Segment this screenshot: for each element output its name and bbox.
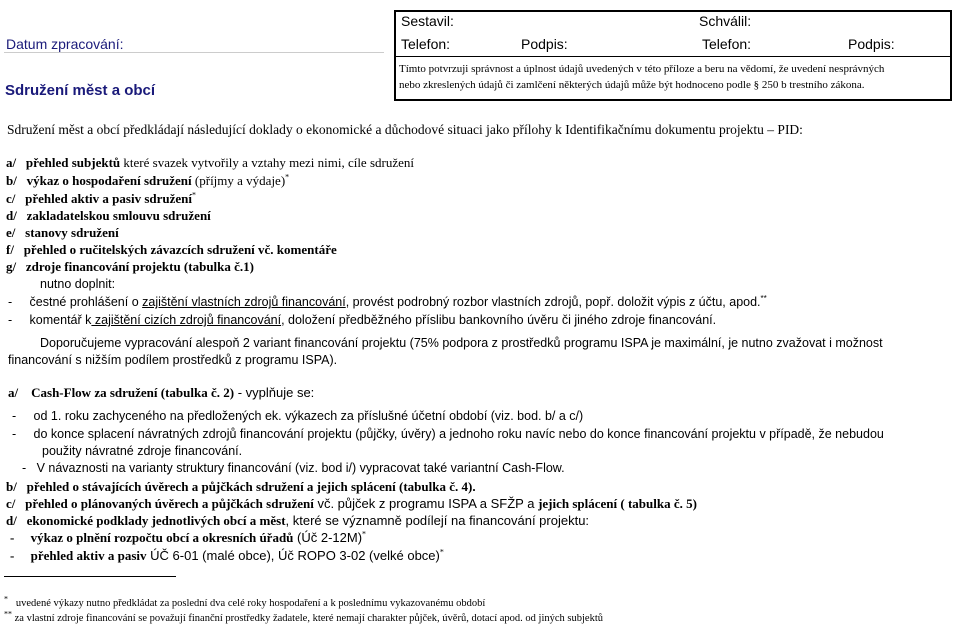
cashflow-d-2: - přehled aktiv a pasiv ÚČ 6-01 (malé obce), Úč ROPO 3-02 (velké obce)* <box>10 547 444 563</box>
sestavil-label: Sestavil: <box>401 13 454 29</box>
item-d: d/ zakladatelskou smlouvu sdružení <box>6 208 211 223</box>
declaration-line-1: Tímto potvrzuji správnost a úplnost údajů uvedených v této příloze a beru na vědomí, že uvedení nesprávných <box>399 63 885 75</box>
intro-text: Sdružení měst a obcí předkládají následující doklady o ekonomické a důchodové situaci jako přílohy k Identifikačnímu dokumentu projektu – PID: <box>7 122 803 137</box>
item-c: c/ přehled aktiv a pasiv sdružení* <box>6 190 196 206</box>
cashflow-item-3: - V návaznosti na varianty struktury financování (viz. bod i/) vypracovat také variantní Cash-Flow. <box>22 461 565 475</box>
datum-label: Datum zpracování: <box>6 36 124 52</box>
note-1: - čestné prohlášení o zajištění vlastních zdrojů financování, provést podrobný rozbor vlastních zdrojů, popř. doložit výpis z účtu, apod.** <box>8 293 767 309</box>
podpis-label-2: Podpis: <box>848 36 895 52</box>
note-2: - komentář k zajištění cizích zdrojů financování, doložení předběžného příslibu bankovního úvěru či jiného zdroje financování. <box>8 313 717 327</box>
cashflow-d: d/ ekonomické podklady jednotlivých obcí a měst, které se významně podílejí na financování projektu: <box>6 513 590 528</box>
footnote-separator <box>4 576 176 577</box>
declaration-line-2: nebo zkreslených údajů či zamlčení některých údajů může být hodnoceno podle § 250 b trestního zákona. <box>399 79 865 91</box>
signature-box-divider <box>396 56 950 57</box>
recommend-line-2: financování s nižším podílem prostředků z programu ISPA). <box>8 353 338 367</box>
cashflow-d-1: - výkaz o plnění rozpočtu obcí a okresních úřadů (Úč 2-12M)* <box>10 529 367 545</box>
cashflow-a: a/ Cash-Flow za sdružení (tabulka č. 2) - vyplňuje se: <box>8 385 315 400</box>
telefon-label-2: Telefon: <box>702 36 752 52</box>
item-g: g/ zdroje financování projektu (tabulka č.1) <box>6 259 254 274</box>
telefon-label-1: Telefon: <box>401 36 451 52</box>
cashflow-c: c/ přehled o plánovaných úvěrech a půjčkách sdružení vč. půjček z programu ISPA a SFŽP a jejich splácení ( tabulka č. 5) <box>6 496 697 511</box>
nutno-doplnit: nutno doplnit: <box>40 277 116 291</box>
item-b: b/ výkaz o hospodaření sdružení (příjmy a výdaje)* <box>6 172 290 188</box>
item-f: f/ přehled o ručitelských závazcích sdružení vč. komentáře <box>6 242 337 257</box>
cashflow-item-2-line-1: - do konce splacení návratných zdrojů financování projektu (půjčky, úvěry) a jednoho roku navíc nebo do konce financování projektu v případě, že nebudou <box>12 427 884 441</box>
org-name: Sdružení měst a obcí <box>5 82 156 99</box>
cashflow-item-2-line-2: použity návratné zdroje financování. <box>42 444 243 458</box>
recommend-line-1: Doporučujeme vypracování alespoň 2 variant financování projektu (75% podpora z prostředků programu ISPA je maximální, je nutno zvažovat i možnost <box>40 336 883 350</box>
item-e: e/ stanovy sdružení <box>6 225 119 240</box>
cashflow-b: b/ přehled o stávajících úvěrech a půjčkách sdružení a jejich splácení (tabulka č. 4). <box>6 479 476 494</box>
footnote-2: ** za vlastní zdroje financování se považují finanční prostředky žadatele, které nemají charakter půjček, úvěrů, dotací apod. od jiných subjektů <box>4 609 603 624</box>
podpis-label-1: Podpis: <box>521 36 568 52</box>
schvalil-label: Schválil: <box>699 13 752 29</box>
datum-underline <box>4 52 384 53</box>
item-a: a/ přehled subjektů které svazek vytvořily a vztahy mezi nimi, cíle sdružení <box>6 155 414 170</box>
footnote-1: * uvedené výkazy nutno předkládat za poslední dva celé roky hospodaření a k poslednímu vykazovanému období <box>4 594 486 609</box>
cashflow-item-1: - od 1. roku zachyceného na předložených ek. výkazech za příslušné účetní období (viz. bod. b/ a c/) <box>12 409 584 423</box>
